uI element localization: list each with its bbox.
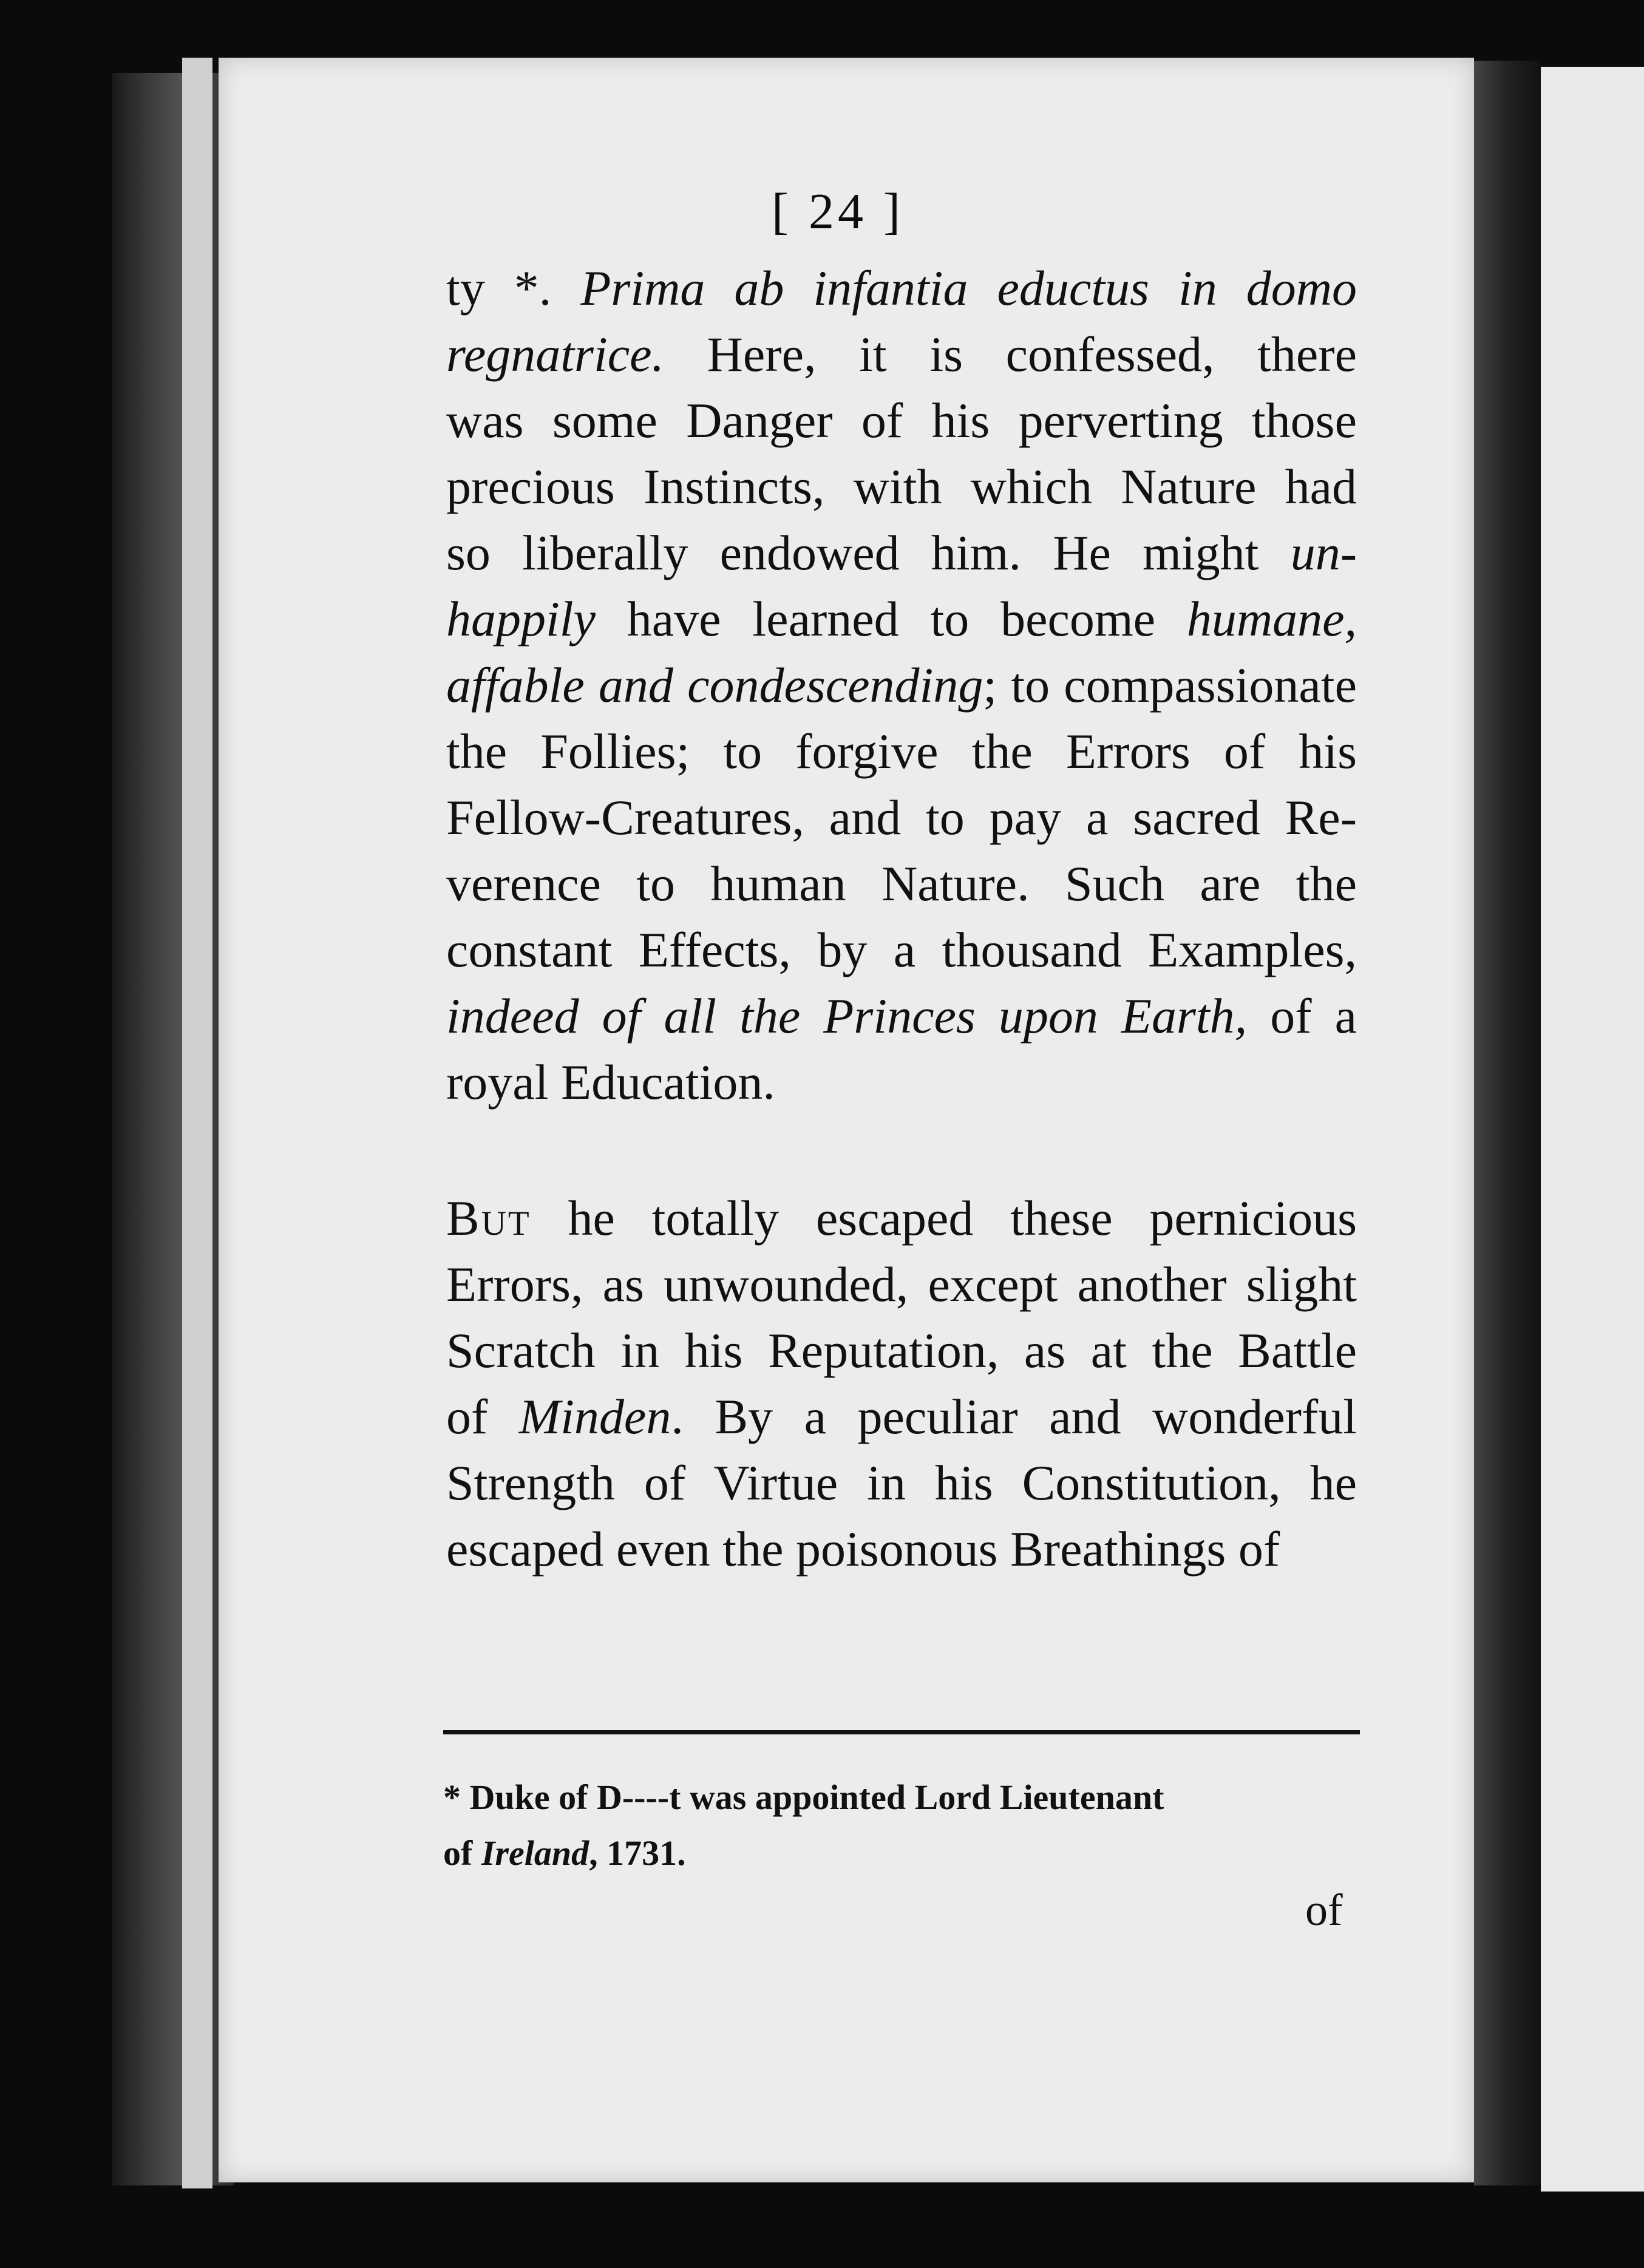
text-segment: affable and condescending (446, 657, 983, 713)
paragraph-gap (446, 1115, 1357, 1185)
text-segment: royal Education. (446, 1054, 775, 1110)
catchword: of (1305, 1886, 1343, 1935)
text-line (446, 1516, 1357, 1582)
text-line (446, 1251, 1357, 1317)
text-segment: Strength of Virtue in his Constitution, he (446, 1455, 1357, 1510)
text-segment: constant Effects, by a thousand Examples, (446, 922, 1357, 977)
text-line (446, 321, 1357, 387)
text-segment: of a (1247, 988, 1357, 1044)
text-line (446, 1317, 1357, 1384)
book-page (219, 58, 1474, 2182)
text-segment: un- (1290, 525, 1357, 580)
footnote-line-2: of Ireland, 1731. (443, 1833, 686, 1873)
text-line (446, 520, 1357, 586)
text-line (446, 983, 1357, 1049)
page-number: [ 24 ] (772, 183, 904, 240)
text-segment: humane, (1186, 591, 1357, 647)
text-line (446, 1384, 1357, 1450)
text-segment: indeed of all the Princes upon Earth, (446, 988, 1248, 1044)
text-line (446, 1450, 1357, 1516)
body-text (446, 255, 1357, 1582)
text-segment: Here, it is confessed, there (664, 327, 1357, 382)
text-segment: of (446, 1389, 519, 1444)
text-line (446, 850, 1357, 917)
text-segment: ty *. (446, 260, 581, 316)
text-segment: happily (446, 591, 596, 647)
text-segment: the Follies; to forgive the Errors of his (446, 724, 1357, 779)
footnote-rule (443, 1730, 1360, 1734)
text-segment: have learned to become (595, 591, 1187, 647)
text-segment: precious Instincts, with which Nature had (446, 459, 1357, 514)
footnote-place: Ireland (481, 1833, 589, 1873)
text-segment: Scratch in his Reputation, as at the Battle (446, 1323, 1357, 1378)
text-line (446, 784, 1357, 850)
text-line (446, 387, 1357, 453)
text-line (446, 1049, 1357, 1115)
text-segment: . By a peculiar and wonderful (671, 1389, 1357, 1444)
book-edge-left (112, 73, 234, 2185)
text-line (446, 586, 1357, 652)
text-segment: ; to compassionate (983, 657, 1357, 713)
text-line (446, 652, 1357, 718)
text-segment: Prima ab infantia eductus in domo (580, 260, 1357, 316)
text-segment: regnatrice. (446, 327, 665, 382)
text-line (446, 917, 1357, 983)
page-stack-edge (182, 58, 212, 2188)
text-segment: verence to human Nature. Such are the (446, 856, 1357, 911)
text-segment: escaped even the poisonous Breathings of (446, 1521, 1280, 1577)
footnote-line-1: * Duke of D----t was appointed Lord Lieutenant (443, 1777, 1164, 1817)
footnote (443, 1770, 1360, 1881)
text-line (446, 1185, 1357, 1251)
text-segment: was some Danger of his perverting those (446, 393, 1357, 448)
text-segment: so liberally endowed him. He might (446, 525, 1291, 580)
text-segment: Minden (518, 1389, 671, 1444)
text-segment: he totally escaped these pernicious (531, 1190, 1357, 1246)
text-segment: Errors, as unwounded, except another slight (446, 1257, 1357, 1312)
text-segment: Fellow-Creatures, and to pay a sacred Re- (446, 790, 1357, 845)
facing-page-edge (1541, 67, 1644, 2192)
book-gutter (1474, 61, 1541, 2185)
text-segment: But (446, 1190, 531, 1246)
text-line (446, 255, 1357, 321)
text-line (446, 718, 1357, 784)
text-line (446, 453, 1357, 520)
